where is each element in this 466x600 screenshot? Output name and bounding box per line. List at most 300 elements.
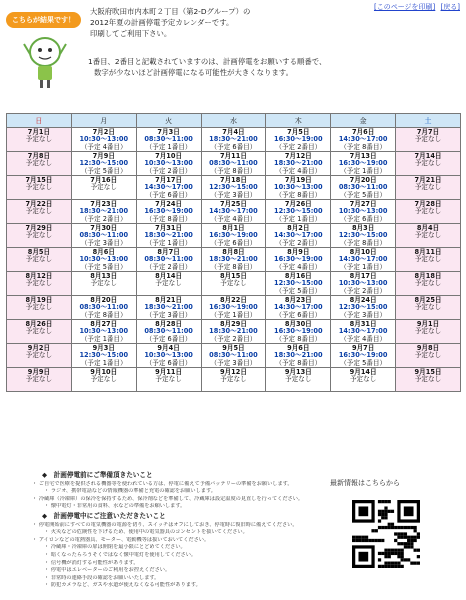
calendar-day-cell — [331, 296, 396, 320]
outage-order: （予定 8番目） — [340, 142, 387, 151]
calendar-day-cell — [71, 344, 136, 368]
calendar-day-cell — [331, 248, 396, 272]
calendar-day-cell — [71, 128, 136, 152]
day-date: 8月23日 — [284, 296, 312, 304]
day-date: 7月13日 — [349, 152, 377, 160]
no-schedule: 予定なし — [220, 375, 247, 384]
outage-order: （予定 1番目） — [210, 310, 257, 319]
mascot — [6, 8, 86, 94]
no-schedule: 予定なし — [414, 207, 442, 216]
day-date: 7月28日 — [414, 200, 442, 208]
print-page-link[interactable]: [このページを印刷] — [373, 3, 436, 11]
day-date: 7月2日 — [92, 128, 115, 136]
day-date: 9月6日 — [287, 344, 310, 352]
day-date: 7月16日 — [90, 176, 118, 184]
day-date: 9月5日 — [222, 344, 245, 352]
calendar-day-cell — [266, 200, 331, 224]
calendar-day-cell — [266, 248, 331, 272]
calendar-day-cell — [71, 152, 136, 176]
outage-order: （予定 1番目） — [340, 262, 387, 271]
outage-time: 08:30～11:00 — [144, 135, 193, 144]
day-date: 8月27日 — [90, 320, 118, 328]
outage-time: 16:30～19:00 — [338, 351, 388, 360]
day-date: 9月10日 — [90, 368, 118, 376]
day-date: 7月1日 — [27, 128, 51, 136]
no-schedule: 予定なし — [414, 327, 442, 336]
day-date: 9月11日 — [155, 368, 183, 376]
outage-time: 12:30～15:00 — [79, 351, 129, 360]
outage-time: 10:30～13:00 — [338, 279, 388, 288]
day-date: 8月13日 — [90, 272, 118, 280]
outage-time: 10:30～13:00 — [79, 327, 129, 336]
calendar-day-cell — [71, 176, 136, 200]
no-schedule: 予定なし — [25, 279, 53, 288]
precaution-heading: ◆ 計画停電中にご注意いただきたいこと — [42, 511, 166, 520]
calendar-day-cell — [201, 128, 266, 152]
weekday-fri: 金 — [331, 114, 396, 128]
outage-order: （予定 4番目） — [340, 334, 387, 343]
day-date: 8月5日 — [27, 248, 51, 256]
calendar-day-cell — [266, 320, 331, 344]
no-schedule: 予定なし — [414, 231, 442, 240]
outage-order: （予定 8番目） — [210, 262, 257, 271]
outage-time: 18:30～21:00 — [274, 351, 323, 360]
outage-time: 10:30～13:00 — [79, 135, 129, 144]
outage-time: 08:30～11:00 — [79, 231, 129, 240]
precaution-item: ・ ラジオ、携帯電話などの情報機器の準備と充電の確認をお願いします。 — [44, 488, 216, 495]
precaution-item: ・ 停電中はエレベーターのご利用をお控えください。 — [44, 567, 171, 574]
outage-time: 16:30～19:00 — [209, 231, 258, 240]
outage-order: （予定 2番目） — [80, 214, 127, 223]
day-date: 7月31日 — [155, 224, 183, 232]
precaution-item: ・ 信号機が消灯する可能性があります。 — [44, 559, 139, 566]
day-date: 7月7日 — [416, 128, 440, 136]
no-schedule: 予定なし — [25, 183, 53, 192]
no-schedule: 予定なし — [25, 231, 53, 240]
outage-order: （予定 6番目） — [275, 310, 322, 319]
calendar-day-cell — [331, 128, 396, 152]
no-schedule: 予定なし — [220, 279, 247, 288]
day-date: 8月2日 — [287, 224, 310, 232]
calendar-day-cell — [331, 272, 396, 296]
day-date: 8月18日 — [414, 272, 442, 280]
outage-order: （予定 1番目） — [80, 334, 127, 343]
calendar-day-cell — [201, 296, 266, 320]
no-schedule: 予定なし — [414, 159, 442, 168]
day-date: 8月30日 — [284, 320, 312, 328]
calendar-day-cell — [71, 368, 136, 392]
outage-order: （予定 3番目） — [80, 238, 127, 247]
outage-time: 14:30～17:00 — [338, 135, 388, 144]
calendar-day-cell — [396, 176, 461, 200]
result-bubble: こちらが結果です！ — [6, 12, 81, 28]
calendar-week-row — [7, 320, 461, 344]
day-date: 9月15日 — [414, 368, 442, 376]
outage-order: （予定 8番目） — [275, 190, 322, 199]
day-date: 7月17日 — [155, 176, 183, 184]
calendar-day-cell — [266, 152, 331, 176]
outage-time: 14:30～17:00 — [144, 183, 193, 192]
outage-time: 10:30～13:00 — [338, 207, 388, 216]
day-date: 9月1日 — [416, 320, 440, 328]
calendar-week-row — [7, 272, 461, 296]
precaution-item: ・ ご自宅で医療を提供される機器等を使われている方は、停電に備えて予備バッテリーの準備をお願いします。 — [32, 480, 293, 487]
day-date: 8月29日 — [219, 320, 247, 328]
precaution-item: ・ 非常時の連絡手段の確認をお願いいたします。 — [44, 574, 160, 581]
calendar-week-row — [7, 128, 461, 152]
no-schedule: 予定なし — [25, 351, 53, 360]
no-schedule: 予定なし — [90, 375, 117, 384]
outage-order: （予定 1番目） — [340, 166, 387, 175]
day-date: 9月4日 — [157, 344, 180, 352]
weekday-tue: 火 — [136, 114, 201, 128]
precaution-item: ・ 停電開始前にすべての電気機器の電源を切り、スイッチはオフにしておき、停電時に復旧時に備えてください。 — [32, 521, 298, 528]
outage-time: 08:30～11:00 — [144, 255, 193, 264]
day-date: 8月28日 — [155, 320, 183, 328]
outage-time: 12:30～15:00 — [274, 279, 323, 288]
day-date: 7月11日 — [219, 152, 247, 160]
outage-order: （予定 1番目） — [145, 238, 192, 247]
weekday-mon: 月 — [71, 114, 136, 128]
day-date: 8月24日 — [349, 296, 377, 304]
outage-order: （予定 2番目） — [145, 166, 192, 175]
calendar-day-cell — [136, 224, 201, 248]
day-date: 7月26日 — [284, 200, 312, 208]
outage-time: 12:30～15:00 — [209, 183, 258, 192]
day-date: 8月14日 — [155, 272, 183, 280]
calendar-day-cell — [136, 320, 201, 344]
calendar-day-cell — [396, 272, 461, 296]
day-date: 8月7日 — [157, 248, 180, 256]
day-date: 7月3日 — [157, 128, 180, 136]
day-date: 8月8日 — [222, 248, 245, 256]
calendar-week-row — [7, 200, 461, 224]
calendar-day-cell — [71, 248, 136, 272]
outage-time: 08:30～11:00 — [144, 327, 193, 336]
day-date: 8月10日 — [349, 248, 377, 256]
outage-time: 18:30～21:00 — [209, 135, 258, 144]
precaution-item: ・ 暗くなったらろうそくではなく懐中電灯を使用してください。 — [44, 551, 197, 558]
outage-time: 08:30～11:00 — [209, 351, 258, 360]
day-date: 7月20日 — [349, 176, 377, 184]
intro-text: 大阪府吹田市内本町２丁目（第2-Dグループ）の 2012年夏の計画停電予定カレンダーです。 印刷してご利用下さい。 — [90, 7, 251, 38]
day-date: 7月12日 — [284, 152, 312, 160]
day-date: 8月1日 — [222, 224, 245, 232]
outage-time: 10:30～13:00 — [274, 183, 323, 192]
no-schedule: 予定なし — [349, 375, 377, 384]
day-date: 7月22日 — [25, 200, 53, 208]
calendar-day-cell — [136, 368, 201, 392]
day-date: 9月14日 — [349, 368, 377, 376]
outage-order: （予定 4番目） — [275, 166, 322, 175]
day-date: 8月6日 — [92, 248, 115, 256]
day-date: 9月3日 — [92, 344, 115, 352]
outage-order: （予定 6番目） — [210, 238, 257, 247]
precaution-item: ・ 火災などの危険性を下げるため、使用中の電気器具のコンセントを抜いてください。 — [44, 529, 248, 536]
day-date: 8月15日 — [219, 272, 247, 280]
day-date: 8月21日 — [155, 296, 183, 304]
outage-time: 18:30～21:00 — [144, 231, 193, 240]
calendar-day-cell — [201, 176, 266, 200]
weekday-header-row — [7, 114, 461, 128]
weekday-sat: 土 — [396, 114, 461, 128]
outage-time: 14:30～17:00 — [338, 327, 388, 336]
outage-time: 08:30～11:00 — [209, 159, 258, 168]
calendar-day-cell — [71, 272, 136, 296]
day-date: 8月25日 — [414, 296, 442, 304]
calendar-day-cell — [136, 200, 201, 224]
precaution-heading: ◆ 計画停電前にご準備頂きたいこと — [42, 471, 153, 479]
calendar-day-cell — [7, 128, 72, 152]
calendar-day-cell — [7, 296, 72, 320]
no-schedule: 予定なし — [414, 135, 442, 144]
calendar-day-cell — [7, 368, 72, 392]
day-date: 7月30日 — [90, 224, 118, 232]
calendar-day-cell — [71, 320, 136, 344]
calendar-day-cell — [396, 128, 461, 152]
day-date: 8月3日 — [351, 224, 375, 232]
outage-time: 18:30～21:00 — [209, 255, 258, 264]
qr-code-icon[interactable] — [352, 500, 420, 568]
calendar-day-cell — [136, 344, 201, 368]
qr-label: 最新情報はこちらから — [330, 479, 400, 487]
calendar-day-cell — [266, 368, 331, 392]
precaution-item: ・ 防犯カメラなど、ガスや水道が使えなくなる可能性があります。 — [44, 582, 201, 589]
day-date: 9月9日 — [27, 368, 51, 376]
day-date: 7月18日 — [219, 176, 247, 184]
outage-time: 14:30～17:00 — [209, 207, 258, 216]
outage-time: 08:30～11:00 — [79, 303, 129, 312]
calendar-week-row — [7, 176, 461, 200]
day-date: 8月17日 — [349, 272, 377, 280]
outage-order: （予定 8番目） — [145, 214, 192, 223]
day-date: 8月26日 — [25, 320, 53, 328]
no-schedule: 予定なし — [90, 279, 117, 288]
day-date: 8月11日 — [414, 248, 442, 256]
no-schedule: 予定なし — [90, 183, 117, 192]
outage-order: （予定 8番目） — [275, 334, 322, 343]
calendar-day-cell — [396, 200, 461, 224]
precaution-item: ・ 懐中電灯・非常用の食料、水などの準備をお願いします。 — [44, 503, 186, 510]
calendar-day-cell — [201, 344, 266, 368]
day-date: 7月25日 — [219, 200, 247, 208]
day-date: 7月15日 — [25, 176, 53, 184]
calendar-day-cell — [396, 320, 461, 344]
day-date: 7月8日 — [27, 152, 51, 160]
outage-order: （予定 8番目） — [210, 166, 257, 175]
calendar-day-cell — [266, 176, 331, 200]
no-schedule: 予定なし — [414, 279, 442, 288]
no-schedule: 予定なし — [285, 375, 312, 384]
day-date: 8月9日 — [287, 248, 310, 256]
outage-order: （予定 5番目） — [340, 190, 387, 199]
outage-order: （予定 6番目） — [145, 190, 192, 199]
outage-order: （予定 5番目） — [340, 358, 387, 367]
outage-order: （予定 1番目） — [80, 358, 127, 367]
outage-time: 16:30～19:00 — [274, 135, 323, 144]
outage-time: 12:30～15:00 — [274, 207, 323, 216]
day-date: 8月4日 — [416, 224, 440, 232]
calendar-day-cell — [201, 224, 266, 248]
calendar-day-cell — [331, 200, 396, 224]
calendar-day-cell — [396, 248, 461, 272]
precautions — [14, 470, 314, 590]
calendar-day-cell — [396, 296, 461, 320]
outage-order: （予定 8番目） — [275, 358, 322, 367]
plug-mascot-icon — [22, 30, 68, 90]
calendar-day-cell — [136, 296, 201, 320]
outage-time: 16:30～19:00 — [144, 207, 193, 216]
day-date: 7月24日 — [155, 200, 183, 208]
precaution-item: ・ 冷蔵庫（冷凍庫）の保冷を保持するため、保冷剤などを準備して、冷蔵庫は設定温度の見直しを行ってください。 — [32, 495, 304, 502]
outage-time: 14:30～17:00 — [274, 231, 323, 240]
calendar-day-cell — [396, 344, 461, 368]
outage-order: （予定 4番目） — [210, 214, 257, 223]
calendar-day-cell — [266, 128, 331, 152]
day-date: 7月29日 — [25, 224, 53, 232]
outage-time: 12:30～15:00 — [338, 231, 388, 240]
day-date: 7月21日 — [414, 176, 442, 184]
day-date: 7月19日 — [284, 176, 312, 184]
no-schedule: 予定なし — [25, 255, 53, 264]
day-date: 8月16日 — [284, 272, 312, 280]
calendar-day-cell — [266, 296, 331, 320]
outage-order: （予定 5番目） — [80, 262, 127, 271]
outage-order: （予定 2番目） — [275, 238, 322, 247]
precaution-item: ・ アイロンなどの電熱器具、モーター、電動機等は抜いておいてください。 — [32, 536, 210, 543]
day-date: 9月13日 — [284, 368, 312, 376]
outage-order: （予定 2番目） — [145, 262, 192, 271]
calendar-day-cell — [201, 248, 266, 272]
outage-order: （予定 1番目） — [275, 214, 322, 223]
no-schedule: 予定なし — [25, 303, 53, 312]
calendar-day-cell — [136, 176, 201, 200]
day-date: 9月8日 — [416, 344, 440, 352]
weekday-wed: 水 — [201, 114, 266, 128]
back-link[interactable]: [戻る] — [440, 3, 460, 11]
calendar-day-cell — [7, 224, 72, 248]
precaution-item: ・ 冷蔵庫・冷凍庫の扉は開閉を最小限にとどめてください。 — [44, 544, 186, 551]
outage-order: （予定 8番目） — [80, 310, 127, 319]
no-schedule: 予定なし — [25, 135, 53, 144]
outage-order: （予定 5番目） — [80, 166, 127, 175]
no-schedule: 予定なし — [155, 375, 182, 384]
outage-order: （予定 6番目） — [210, 142, 257, 151]
calendar-day-cell — [7, 320, 72, 344]
calendar-day-cell — [396, 152, 461, 176]
calendar-day-cell — [201, 320, 266, 344]
calendar-week-row — [7, 344, 461, 368]
calendar-day-cell — [71, 224, 136, 248]
calendar-day-cell — [266, 272, 331, 296]
calendar-week-row — [7, 296, 461, 320]
outage-time: 10:30～13:00 — [79, 255, 129, 264]
outage-order: （予定 1番目） — [145, 142, 192, 151]
day-date: 7月9日 — [92, 152, 115, 160]
day-date: 7月6日 — [351, 128, 375, 136]
outage-order: （予定 6番目） — [145, 358, 192, 367]
outage-order: （予定 5番目） — [275, 286, 322, 295]
outage-order: （予定 6番目） — [340, 214, 387, 223]
day-date: 7月5日 — [287, 128, 310, 136]
calendar-day-cell — [266, 224, 331, 248]
no-schedule: 予定なし — [25, 159, 53, 168]
outage-time: 18:30～21:00 — [209, 327, 258, 336]
calendar-day-cell — [136, 128, 201, 152]
calendar-day-cell — [331, 224, 396, 248]
calendar-day-cell — [7, 344, 72, 368]
no-schedule: 予定なし — [414, 255, 442, 264]
calendar-day-cell — [136, 152, 201, 176]
calendar-day-cell — [201, 200, 266, 224]
no-schedule: 予定なし — [25, 375, 53, 384]
outage-order: （予定 2番目） — [340, 286, 387, 295]
day-date: 9月7日 — [351, 344, 375, 352]
outage-order: （予定 3番目） — [340, 310, 387, 319]
outage-order: （予定 4番目） — [275, 262, 322, 271]
calendar-day-cell — [136, 248, 201, 272]
outage-order: （予定 2番目） — [210, 334, 257, 343]
calendar-day-cell — [136, 272, 201, 296]
day-date: 8月12日 — [25, 272, 53, 280]
calendar-day-cell — [71, 200, 136, 224]
calendar-week-row — [7, 152, 461, 176]
calendar-day-cell — [396, 224, 461, 248]
outage-time: 14:30～17:00 — [274, 303, 323, 312]
calendar-week-row — [7, 224, 461, 248]
outage-time: 16:30～19:00 — [274, 255, 323, 264]
outage-time: 16:30～19:00 — [274, 327, 323, 336]
outage-calendar — [6, 113, 461, 392]
order-note: 1番目、2番目と記載されていますのは、計画停電をお願いする順番で、 数字が少ないほど計画停電になる可能性が大きくなります。 — [88, 57, 327, 77]
calendar-day-cell — [396, 368, 461, 392]
outage-order: （予定 4番目） — [80, 142, 127, 151]
no-schedule: 予定なし — [155, 279, 182, 288]
calendar-week-row — [7, 248, 461, 272]
outage-time: 14:30～17:00 — [338, 255, 388, 264]
day-date: 9月12日 — [219, 368, 247, 376]
calendar-day-cell — [331, 344, 396, 368]
calendar-day-cell — [71, 296, 136, 320]
day-date: 8月22日 — [219, 296, 247, 304]
outage-order: （予定 3番目） — [145, 310, 192, 319]
day-date: 7月10日 — [155, 152, 183, 160]
outage-time: 18:30～21:00 — [144, 303, 193, 312]
day-date: 7月27日 — [349, 200, 377, 208]
day-date: 7月23日 — [90, 200, 118, 208]
weekday-sun: 日 — [7, 114, 72, 128]
outage-order: （予定 8番目） — [340, 238, 387, 247]
no-schedule: 予定なし — [414, 303, 442, 312]
outage-time: 16:30～19:00 — [338, 159, 388, 168]
outage-order: （予定 3番目） — [210, 358, 257, 367]
outage-time: 10:30～13:00 — [144, 351, 193, 360]
calendar-day-cell — [331, 152, 396, 176]
outage-time: 08:30～11:00 — [338, 183, 388, 192]
day-date: 8月20日 — [90, 296, 118, 304]
calendar-day-cell — [7, 248, 72, 272]
calendar-day-cell — [201, 368, 266, 392]
outage-order: （予定 6番目） — [145, 334, 192, 343]
day-date: 7月14日 — [414, 152, 442, 160]
calendar-day-cell — [266, 344, 331, 368]
calendar-day-cell — [7, 200, 72, 224]
no-schedule: 予定なし — [25, 207, 53, 216]
outage-time: 10:30～13:00 — [144, 159, 193, 168]
outage-order: （予定 3番目） — [210, 190, 257, 199]
no-schedule: 予定なし — [414, 351, 442, 360]
day-date: 7月4日 — [222, 128, 245, 136]
